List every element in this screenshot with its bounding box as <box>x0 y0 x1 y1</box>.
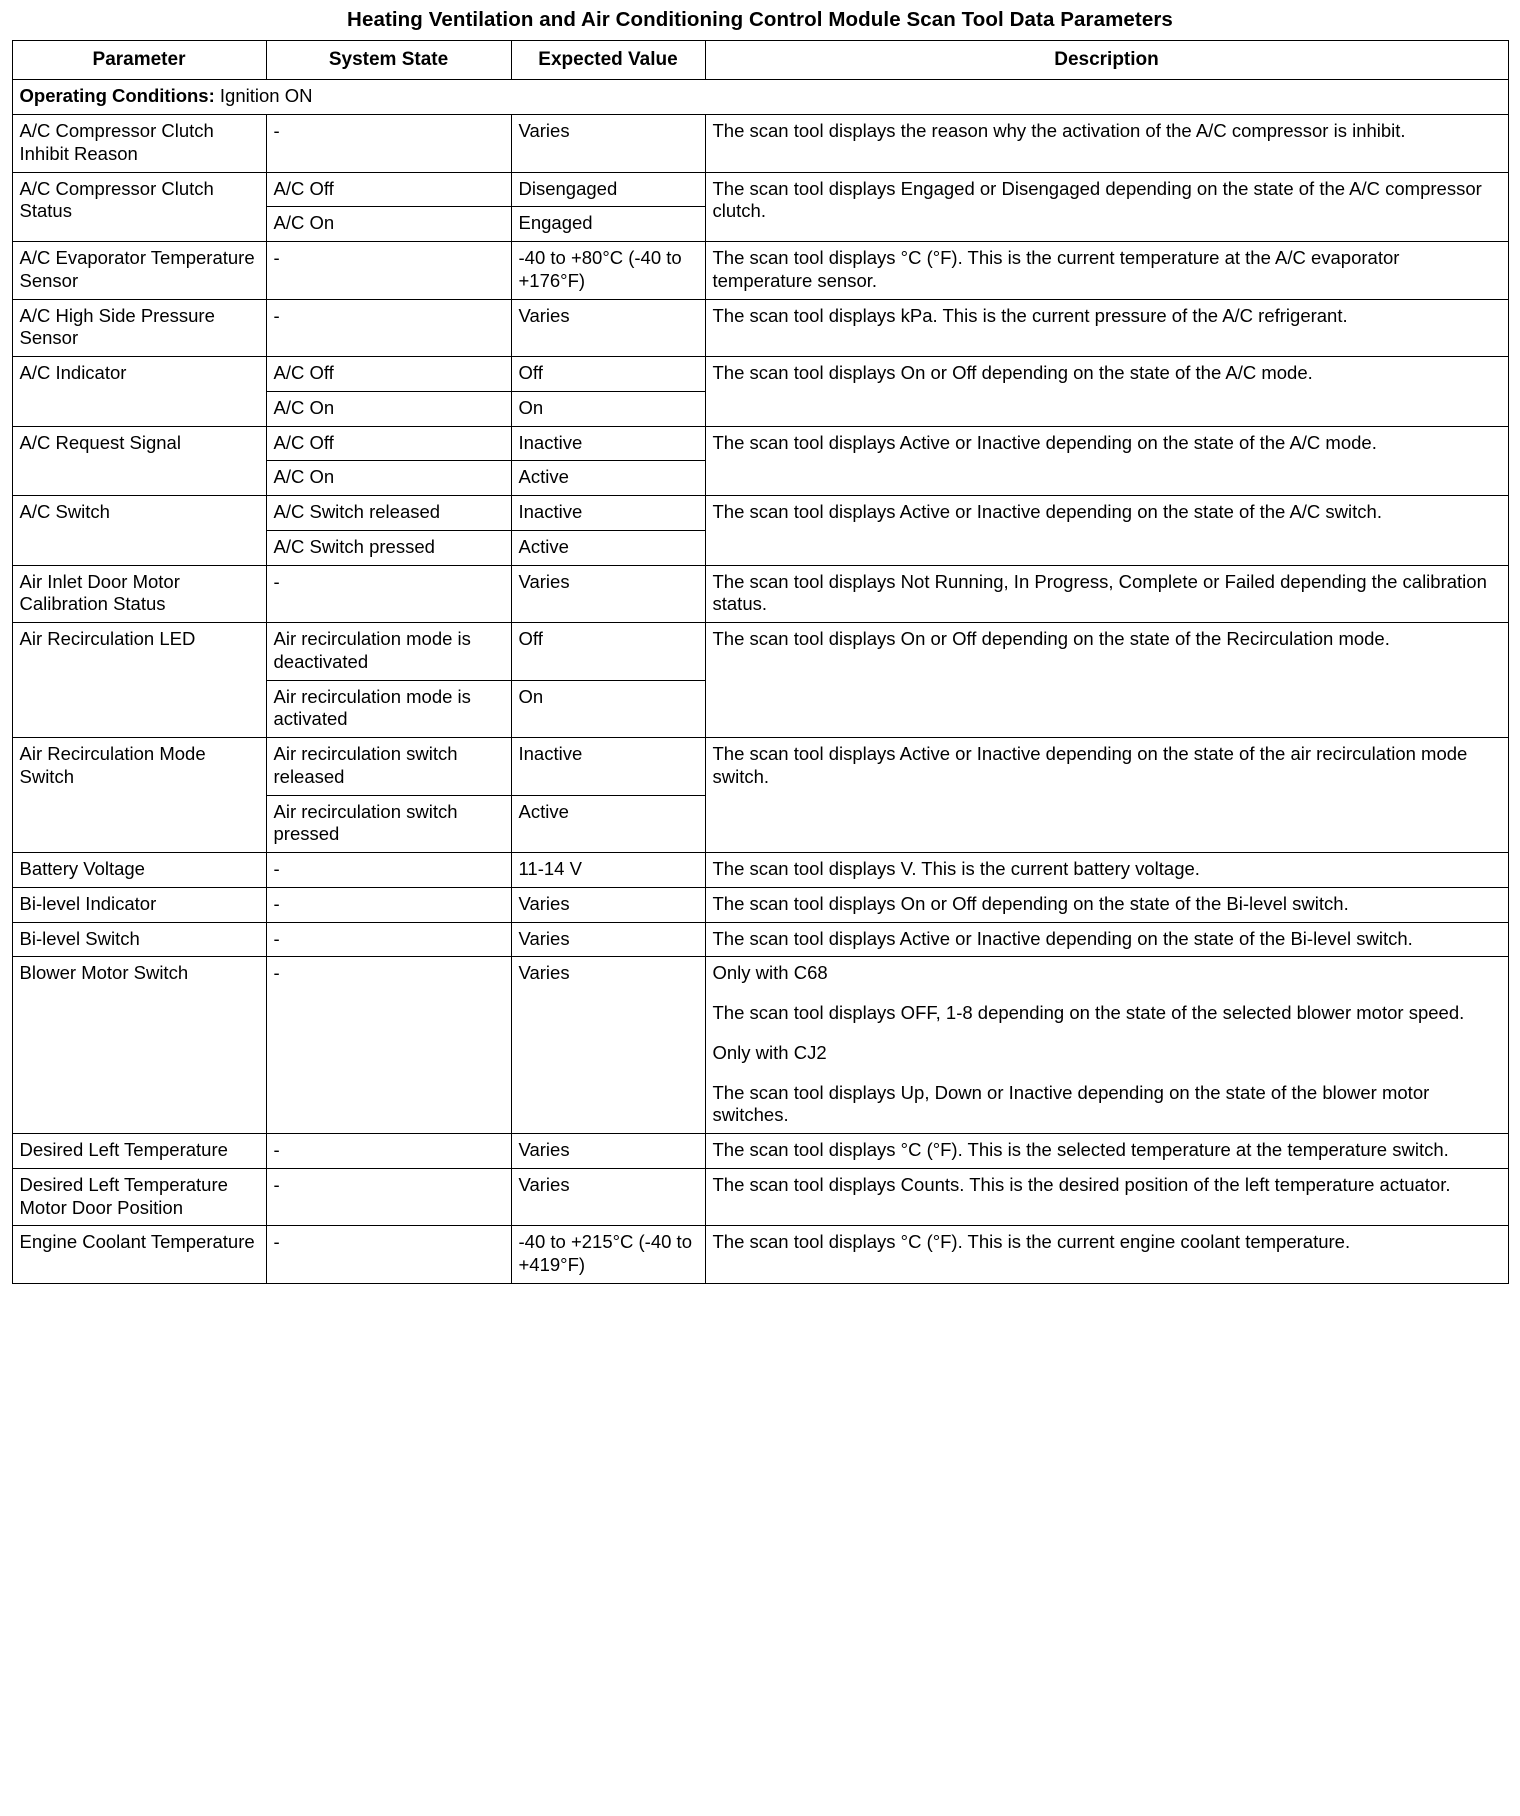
cell-expected-value: Varies <box>511 922 705 957</box>
table-row <box>12 623 1508 681</box>
cell-expected-value: Engaged <box>511 207 705 242</box>
cell-parameter: A/C Request Signal <box>12 426 266 496</box>
column-header-description: Description <box>705 41 1508 80</box>
cell-parameter: A/C Compressor Clutch Inhibit Reason <box>12 115 266 173</box>
table-body <box>12 80 1508 1284</box>
table-row <box>12 357 1508 392</box>
cell-system-state: A/C Switch released <box>266 496 511 531</box>
table-header-row <box>12 41 1508 80</box>
cell-parameter: A/C Evaporator Temperature Sensor <box>12 242 266 300</box>
cell-system-state: - <box>266 957 511 1134</box>
cell-system-state: Air recirculation switch released <box>266 738 511 796</box>
cell-expected-value: Active <box>511 530 705 565</box>
cell-expected-value: Inactive <box>511 426 705 461</box>
cell-description: The scan tool displays On or Off depending on the state of the Recirculation mode. <box>705 623 1508 738</box>
cell-parameter: Blower Motor Switch <box>12 957 266 1134</box>
operating-conditions-value: Ignition ON <box>219 85 313 107</box>
cell-parameter: A/C Switch <box>12 496 266 566</box>
table-row <box>12 242 1508 300</box>
cell-description: The scan tool displays On or Off depending on the state of the Bi-level switch. <box>705 887 1508 922</box>
cell-parameter: A/C Indicator <box>12 357 266 427</box>
cell-description: The scan tool displays °C (°F). This is the current temperature at the A/C evaporator temperature sensor. <box>705 242 1508 300</box>
cell-system-state: - <box>266 565 511 623</box>
cell-expected-value: Disengaged <box>511 172 705 207</box>
table-row <box>12 115 1508 173</box>
cell-parameter: Bi-level Indicator <box>12 887 266 922</box>
cell-description: The scan tool displays Active or Inactive depending on the state of the air recirculation mode switch. <box>705 738 1508 853</box>
table-row <box>12 738 1508 796</box>
cell-expected-value: Varies <box>511 299 705 357</box>
cell-description: The scan tool displays Active or Inactive depending on the state of the A/C mode. <box>705 426 1508 496</box>
cell-description: The scan tool displays kPa. This is the current pressure of the A/C refrigerant. <box>705 299 1508 357</box>
cell-parameter: A/C Compressor Clutch Status <box>12 172 266 242</box>
column-header-system-state: System State <box>266 41 511 80</box>
cell-expected-value: On <box>511 391 705 426</box>
cell-system-state: - <box>266 887 511 922</box>
cell-description: The scan tool displays Active or Inactive depending on the state of the A/C switch. <box>705 496 1508 566</box>
table-row <box>12 172 1508 207</box>
page-title: Heating Ventilation and Air Conditioning Control Module Scan Tool Data Parameters <box>347 8 1173 31</box>
cell-expected-value: On <box>511 680 705 738</box>
cell-expected-value: Varies <box>511 1134 705 1169</box>
table-row <box>12 565 1508 623</box>
cell-parameter: Air Recirculation LED <box>12 623 266 738</box>
operating-conditions-cell <box>12 80 1508 115</box>
cell-parameter: Air Recirculation Mode Switch <box>12 738 266 853</box>
cell-description: The scan tool displays Active or Inactive depending on the state of the Bi-level switch. <box>705 922 1508 957</box>
column-header-expected-value: Expected Value <box>511 41 705 80</box>
cell-parameter: Engine Coolant Temperature <box>12 1226 266 1284</box>
cell-description: The scan tool displays °C (°F). This is the current engine coolant temperature. <box>705 1226 1508 1284</box>
column-header-parameter: Parameter <box>12 41 266 80</box>
cell-parameter: Bi-level Switch <box>12 922 266 957</box>
cell-expected-value: -40 to +215°C (-40 to +419°F) <box>511 1226 705 1284</box>
cell-description: The scan tool displays °C (°F). This is the selected temperature at the temperature switch. <box>705 1134 1508 1169</box>
table-row <box>12 1168 1508 1226</box>
operating-conditions-label: Operating Conditions: <box>19 85 215 107</box>
cell-system-state: - <box>266 922 511 957</box>
cell-system-state: - <box>266 242 511 300</box>
cell-expected-value: Off <box>511 357 705 392</box>
cell-description <box>705 957 1508 1134</box>
cell-parameter: Air Inlet Door Motor Calibration Status <box>12 565 266 623</box>
table-row <box>12 853 1508 888</box>
cell-system-state: Air recirculation switch pressed <box>266 795 511 853</box>
cell-expected-value: Inactive <box>511 496 705 531</box>
scan-tool-parameters-table <box>12 40 1509 1284</box>
table-row <box>12 957 1508 1134</box>
cell-system-state: Air recirculation mode is deactivated <box>266 623 511 681</box>
cell-expected-value: -40 to +80°C (-40 to +176°F) <box>511 242 705 300</box>
table-row <box>12 1134 1508 1169</box>
cell-system-state: A/C On <box>266 461 511 496</box>
cell-description: The scan tool displays Not Running, In Progress, Complete or Failed depending the calibration status. <box>705 565 1508 623</box>
cell-expected-value: Inactive <box>511 738 705 796</box>
table-row <box>12 922 1508 957</box>
cell-system-state: A/C On <box>266 391 511 426</box>
cell-description: The scan tool displays Engaged or Disengaged depending on the state of the A/C compressor clutch. <box>705 172 1508 242</box>
cell-expected-value: Varies <box>511 887 705 922</box>
description-paragraph: Only with CJ2 <box>712 1041 827 1063</box>
table-row <box>12 299 1508 357</box>
table-row <box>12 426 1508 461</box>
cell-parameter: Battery Voltage <box>12 853 266 888</box>
cell-system-state: - <box>266 1168 511 1226</box>
cell-system-state: - <box>266 853 511 888</box>
cell-system-state: - <box>266 299 511 357</box>
cell-system-state: A/C Switch pressed <box>266 530 511 565</box>
cell-system-state: A/C On <box>266 207 511 242</box>
description-paragraph: The scan tool displays Up, Down or Inactive depending on the state of the blower motor switches. <box>712 1081 1430 1126</box>
description-paragraph: The scan tool displays OFF, 1-8 depending on the state of the selected blower motor speed. <box>712 1002 1465 1024</box>
cell-system-state: A/C Off <box>266 357 511 392</box>
cell-description: The scan tool displays Counts. This is the desired position of the left temperature actuator. <box>705 1168 1508 1226</box>
cell-system-state: A/C Off <box>266 172 511 207</box>
cell-expected-value: Varies <box>511 1168 705 1226</box>
cell-description: The scan tool displays V. This is the current battery voltage. <box>705 853 1508 888</box>
table-row <box>12 1226 1508 1284</box>
cell-system-state: - <box>266 1226 511 1284</box>
cell-system-state: Air recirculation mode is activated <box>266 680 511 738</box>
cell-parameter: Desired Left Temperature <box>12 1134 266 1169</box>
cell-expected-value: 11-14 V <box>511 853 705 888</box>
cell-expected-value: Active <box>511 795 705 853</box>
table-row <box>12 496 1508 531</box>
cell-expected-value: Off <box>511 623 705 681</box>
cell-parameter: A/C High Side Pressure Sensor <box>12 299 266 357</box>
cell-parameter: Desired Left Temperature Motor Door Position <box>12 1168 266 1226</box>
cell-expected-value: Varies <box>511 565 705 623</box>
description-paragraph: Only with C68 <box>712 962 828 984</box>
cell-description: The scan tool displays On or Off depending on the state of the A/C mode. <box>705 357 1508 427</box>
table-row <box>12 887 1508 922</box>
cell-system-state: - <box>266 115 511 173</box>
operating-conditions-row <box>12 80 1508 115</box>
cell-expected-value: Varies <box>511 115 705 173</box>
cell-system-state: - <box>266 1134 511 1169</box>
cell-expected-value: Varies <box>511 957 705 1134</box>
cell-expected-value: Active <box>511 461 705 496</box>
cell-description: The scan tool displays the reason why the activation of the A/C compressor is inhibit. <box>705 115 1508 173</box>
cell-system-state: A/C Off <box>266 426 511 461</box>
